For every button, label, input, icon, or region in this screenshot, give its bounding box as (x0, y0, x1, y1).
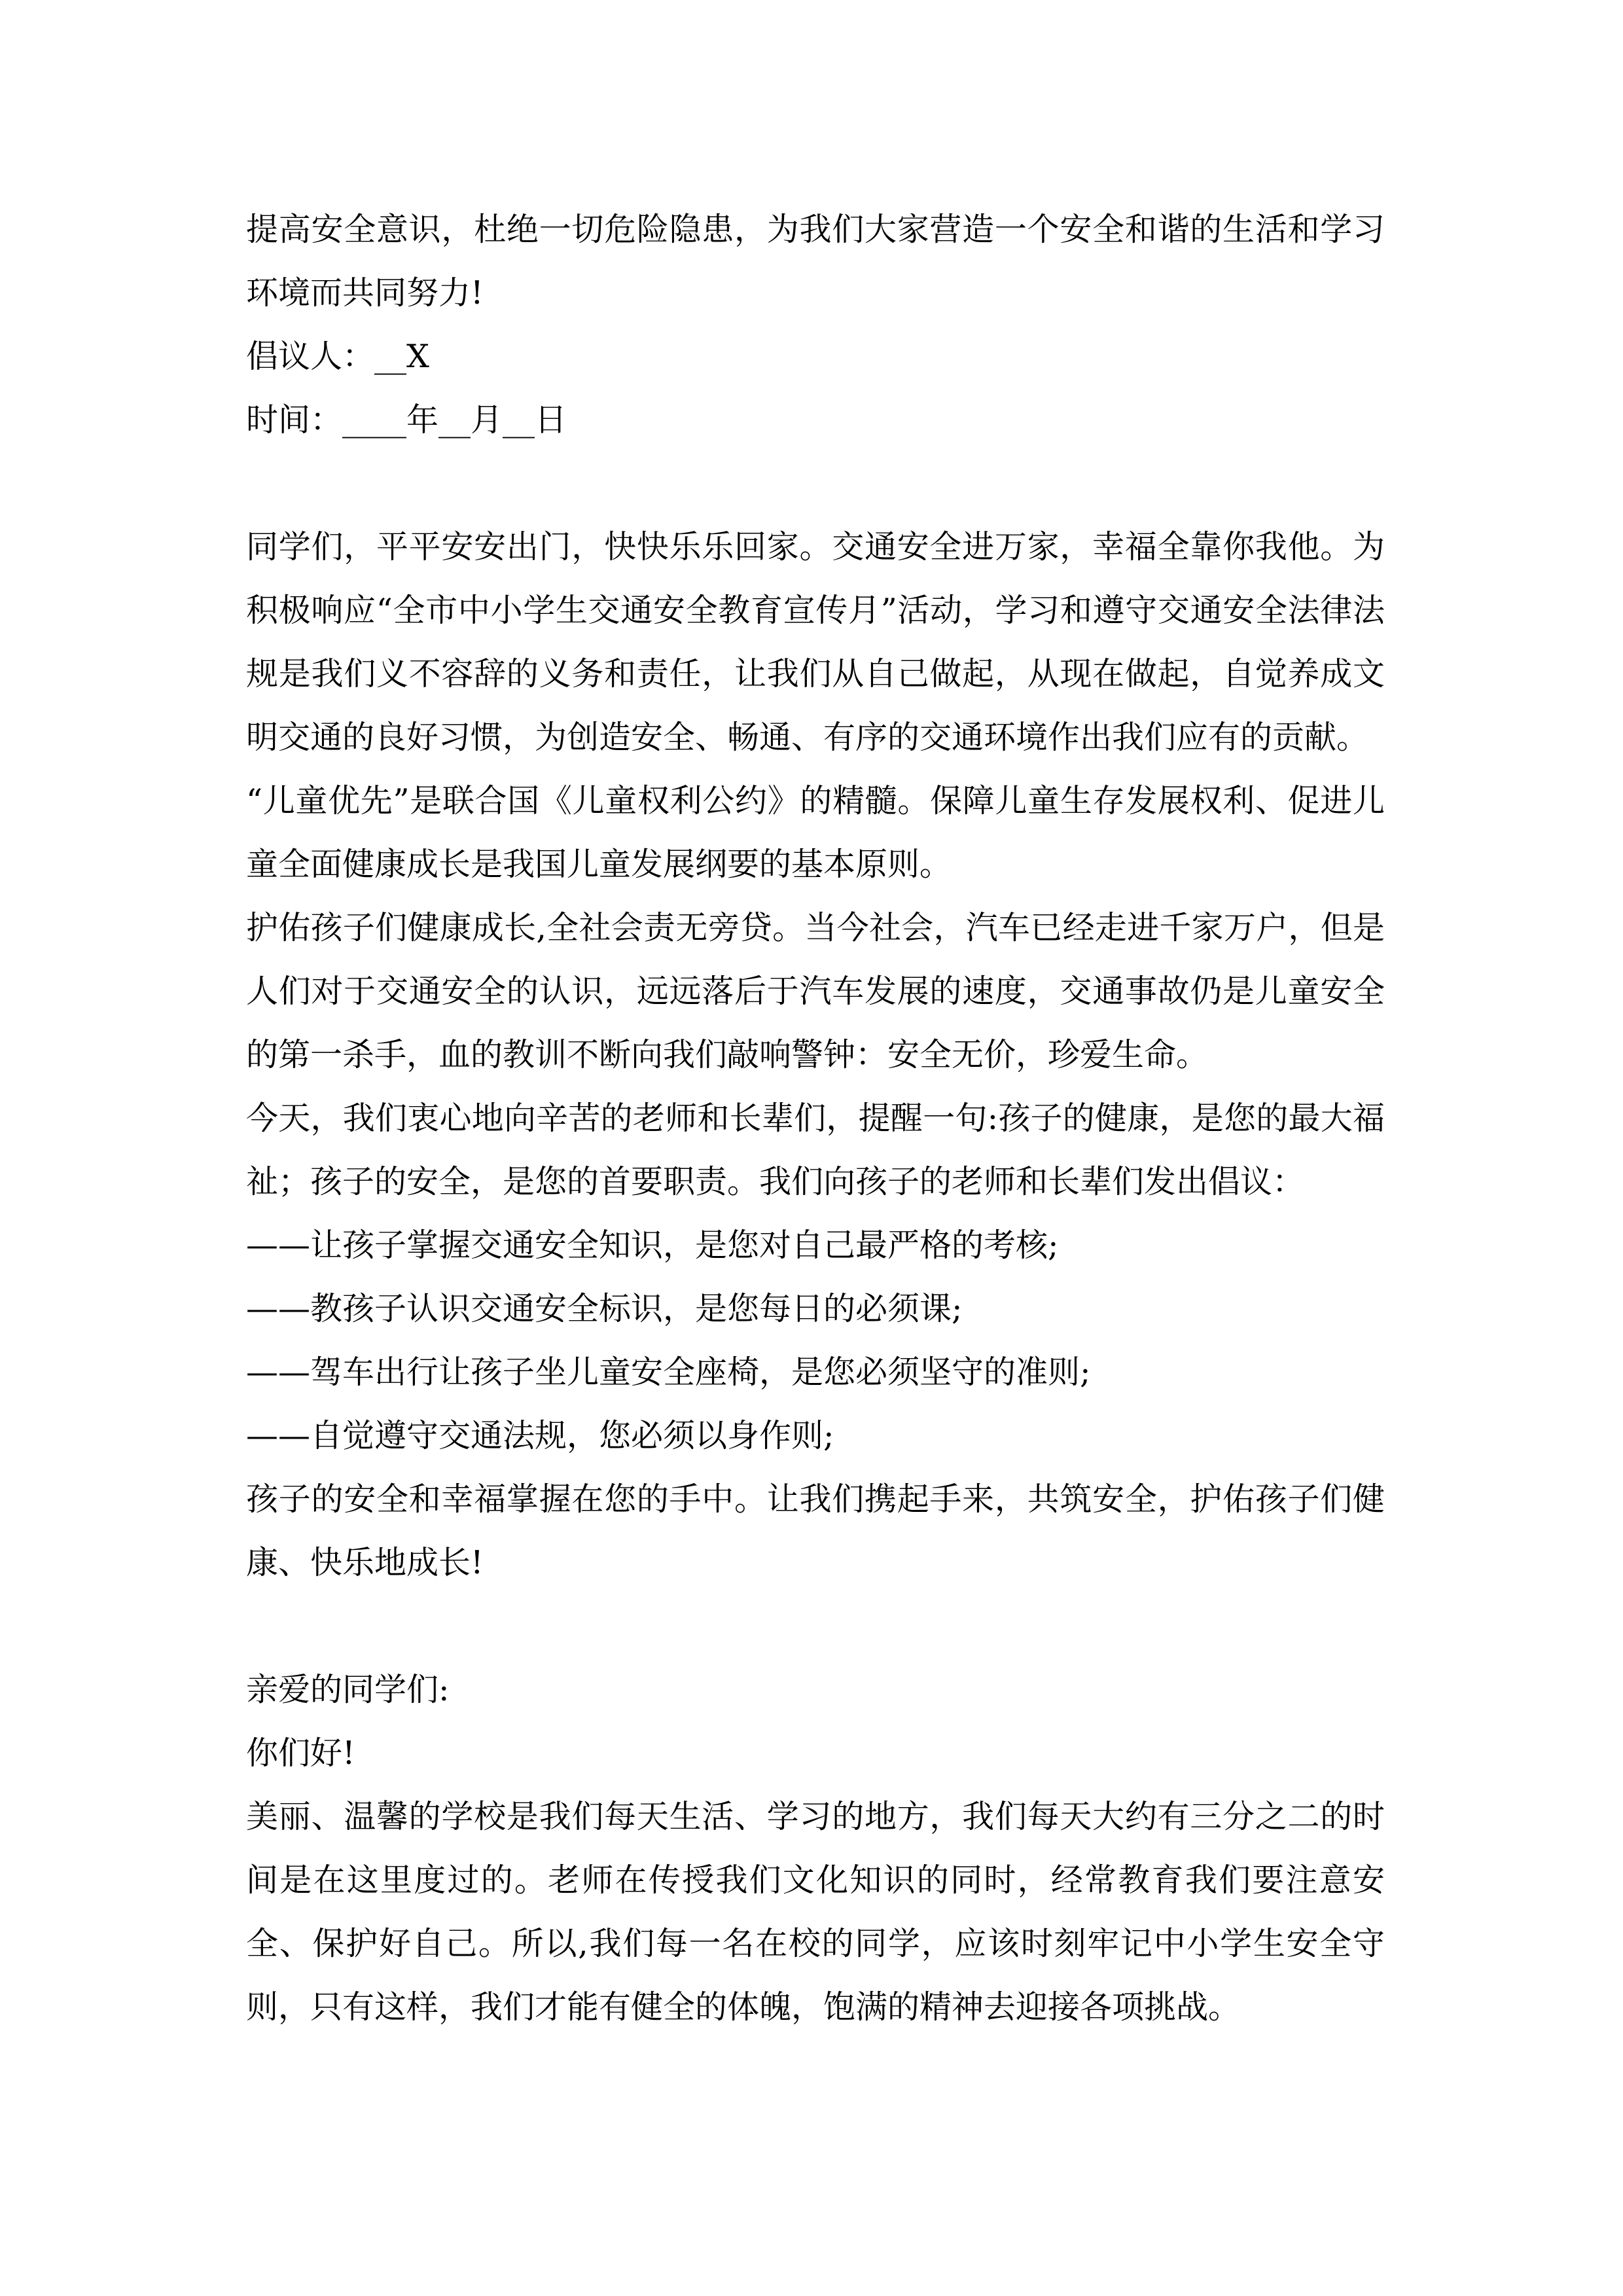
document-body (246, 198, 1385, 2039)
section-traffic-safety (246, 515, 1385, 1594)
paragraph: 护佑孩子们健康成长,全社会责无旁贷。当今社会，汽车已经走进千家万户，但是人们对于交通安全的认识，远远落后于汽车发展的速度，交通事故仍是儿童安全的第一杀手，血的教训不断向我们敲响警钟：安全无价，珍爱生命。 (246, 909, 1385, 1073)
list-item: ——自觉遵守交通法规，您必须以身作则; (246, 1417, 834, 1454)
paragraph: 孩子的安全和幸福掌握在您的手中。让我们携起手来，共筑安全，护佑孩子们健康、快乐地成长! (246, 1480, 1385, 1581)
section-closing-proposal (246, 198, 1385, 452)
paragraph: 美丽、温馨的学校是我们每天生活、学习的地方，我们每天大约有三分之二的时间是在这里度过的。老师在传授我们文化知识的同时，经常教育我们要注意安全、保护好自己。所以,我们每一名在校的同学，应该时刻牢记中小学生安全守则，只有这样，我们才能有健全的体魄，饱满的精神去迎接各项挑战。 (246, 1798, 1385, 2026)
paragraph: 同学们，平平安安出门，快快乐乐回家。交通安全进万家，幸福全靠你我他。为积极响应“全市中小学生交通安全教育宣传月”活动，学习和遵守交通安全法律法规是我们义不容辞的义务和责任，让我们从自己做起，从现在做起，自觉养成文明交通的良好习惯，为创造安全、畅通、有序的交通环境作出我们应有的贡献。 (246, 528, 1385, 756)
paragraph: “儿童优先”是联合国《儿童权利公约》的精髓。保障儿童生存发展权利、促进儿童全面健康成长是我国儿童发展纲要的基本原则。 (246, 782, 1385, 883)
greeting: 亲爱的同学们: (246, 1671, 450, 1708)
list-item: ——让孩子掌握交通安全知识，是您对自己最严格的考核; (246, 1227, 1059, 1264)
salutation: 你们好! (246, 1734, 355, 1772)
paragraph: 提高安全意识，杜绝一切危险隐患，为我们大家营造一个安全和谐的生活和学习环境而共同努力! (246, 211, 1385, 312)
list-item: ——驾车出行让孩子坐儿童安全座椅，是您必须坚守的准则; (246, 1354, 1091, 1391)
list-item: ——教孩子认识交通安全标识，是您每日的必须课; (246, 1290, 963, 1327)
paragraph: 今天，我们衷心地向辛苦的老师和长辈们，提醒一句:孩子的健康，是您的最大福祉；孩子的安全，是您的首要职责。我们向孩子的老师和长辈们发出倡议： (246, 1100, 1385, 1200)
date-line: 时间：____年__月__日 (246, 401, 567, 439)
section-school-safety (246, 1658, 1385, 2039)
proposer-line: 倡议人：__X (246, 338, 429, 375)
